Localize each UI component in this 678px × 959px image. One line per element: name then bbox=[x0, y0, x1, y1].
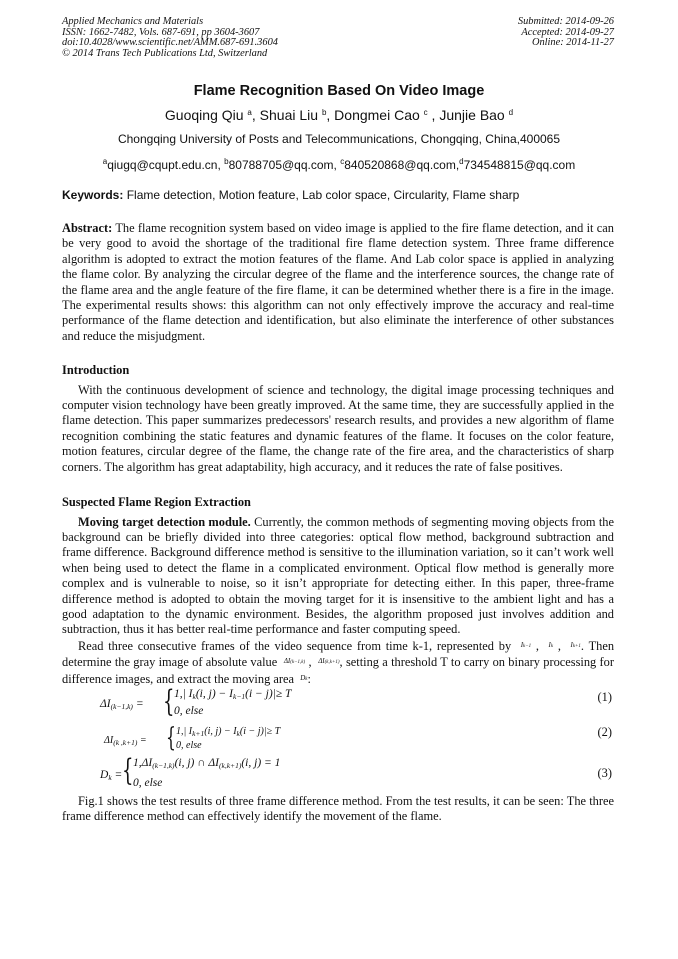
eq-case1-mid: (i, j) ∩ ΔI bbox=[174, 756, 219, 769]
fig-paragraph: Fig.1 shows the test results of three frame difference method. From the test results, it can be seen: The three frame difference method can effectively identify the movement of the flame. bbox=[62, 793, 614, 824]
submitted-date: Submitted: 2014-09-26 bbox=[517, 16, 614, 27]
eq-lhs: D bbox=[100, 768, 109, 781]
keywords-text: Flame detection, Motion feature, Lab color space, Circularity, Flame sharp bbox=[126, 188, 520, 202]
read-paragraph: Read three consecutive frames of the video sequence from time k-1, represented by $^{Ik-1}$ , $^{Ik}$ , $^{Ik+1}$. Then determine the gray image of absolute value $^{\Delta I(k-1,k)}$ , $^{\Delta I(k,k+1)}$, setting a threshold T to carry on binary processing for difference images, and extract the moving area $^{Dk}$: bbox=[62, 638, 615, 686]
module-label: Moving target detection module. bbox=[78, 514, 251, 529]
keywords-label: Keywords: bbox=[62, 188, 124, 202]
eq-case1-sub-a: k bbox=[192, 691, 196, 701]
module-paragraph bbox=[62, 515, 614, 638]
read-text-3: , setting a threshold T to carry on binary processing for difference images, and extract the moving area bbox=[62, 655, 614, 686]
abstract-label: Abstract: bbox=[62, 221, 113, 235]
abstract-text: The flame recognition system based on video image is applied to the fire flame detection, and it can be very good to avoid the shortage of the traditional fire flame detection system. Three frame difference algorithm is adopted to extract the motion features of the flame. And Lab color space is applied in analyzing the flame color. By analyzing the circular degree of the flame and the interference sources, the change rate of the flame area and the angle feature of the fire flame, it can be determined whether there is a fire in the image. The experimental results shows: this algorithm can not only effectively improve the accuracy and real-time performance of the flame detection and identification, but also eliminate the interference of other substances and reduce the misjudgment. bbox=[62, 221, 614, 343]
email-link[interactable]: 734548815@qq.com bbox=[463, 158, 576, 172]
eq-case1: 1,| I bbox=[176, 725, 193, 737]
equation-number: (1) bbox=[597, 689, 612, 704]
eq-case1-mid: (i, j) − I bbox=[195, 687, 233, 700]
equation-number: (2) bbox=[597, 724, 612, 739]
title-block bbox=[40, 82, 638, 173]
keywords bbox=[62, 187, 622, 203]
author-sup: d bbox=[508, 108, 514, 117]
eq-case1-mid: (i, j) − I bbox=[204, 725, 237, 737]
eq-case1: 1,ΔI bbox=[133, 756, 153, 769]
online-date: Online: 2014-11-27 bbox=[531, 37, 614, 49]
eq-case1-end: (i, j) = 1 bbox=[241, 756, 281, 769]
eq-case2: 0, else bbox=[176, 739, 202, 751]
intro-paragraph: With the continuous development of science and technology, the digital image processing techniques and computer vision technology have been greatly improved. At the same time, they are successfully applied in the flame detection. This paper summarizes predecessors' research results, and provides a new algorithm of flame recognition combining the static features and dynamic features of the flame. It focuses on the color feature, motion features, circular degree of the flame, the change rate of the fire area, and the characteristics of sharp corners. The algorithm has great adaptability, high accuracy, and it reduces the rate of false positives. bbox=[62, 382, 614, 474]
eq-case1-sub-a: k+1 bbox=[192, 728, 205, 738]
author-name: Guoqing Qiu bbox=[164, 107, 244, 123]
read-text-2: Then determine the gray image of absolute value bbox=[62, 638, 615, 670]
eq-lhs-sub: k bbox=[108, 772, 112, 782]
eq-case1-sub-a: (k−1,k) bbox=[152, 760, 175, 770]
equation-2: $\Delta I_{(k ,k+1)}$ = { 1,| $I_{k+1}(i$, $j) - I_k(i - j)|\ge T$ 0, else (2) bbox=[104, 722, 612, 753]
module-text: Currently, the common methods of segmenting moving objects from the background can be briefly divided into three categories: optical flow method, background subtraction and frame difference. Background difference method is sensitive to the illumination variation, so it can’t work well when being used to detect the flame in a complicated environment. Optical flow method is generally more complex and is vulnerable to noise, so it isn’t appropriate for detecting either. In this paper, three-frame difference method is adopted to obtain the moving target for it is insensitive to the ambient light and has a good adaptation to the dynamic environment. Besides, the algorithm proposed just involves addition and subtraction, thus it has better real-time performance and faster computing speed. bbox=[62, 514, 614, 637]
abstract-paragraph bbox=[62, 221, 614, 344]
email-sup: d bbox=[459, 157, 464, 166]
eq-lhs-sub: (k ,k+1) bbox=[113, 737, 138, 747]
email-sup: b bbox=[224, 157, 229, 166]
eq-case1-sub-b: k bbox=[236, 728, 240, 738]
eq-case1-end: (i − j)|≥ T bbox=[245, 687, 292, 700]
email-link[interactable]: 840520868@qq.com bbox=[344, 158, 456, 172]
author-name: Junjie Bao bbox=[439, 107, 505, 123]
author-sup: b bbox=[321, 108, 327, 117]
author-list: Guoqing Qiu $^a$, Shuai Liu $^b$, Dongmei Cao $^c$ , Junjie Bao $^d$ bbox=[164, 107, 514, 123]
eq-case2: 0, else bbox=[133, 776, 163, 789]
eq-case1-sub-b: (k,k+1) bbox=[219, 760, 242, 770]
equation-1: $\Delta I_{(k-1,k)}$ = { 1,| $I_k(i$, $j) - I_{k-1}(i - j)|\ge T$ 0, else (1) bbox=[100, 683, 612, 719]
intro-heading: Introduction bbox=[62, 363, 130, 378]
eq-case1-sub-b: k−1 bbox=[232, 691, 246, 701]
paper-body bbox=[62, 221, 614, 825]
author-sup: c bbox=[423, 108, 428, 117]
eq-case1-end: (i − j)|≥ T bbox=[239, 725, 281, 737]
journal-name: Applied Mechanics and Materials bbox=[62, 16, 204, 27]
issn-line: ISSN: 1662-7482, Vols. 687-691, pp 3604-3607 bbox=[62, 26, 260, 38]
equation-number: (3) bbox=[597, 765, 612, 780]
accepted-date: Accepted: 2014-09-27 bbox=[521, 26, 614, 38]
email-sup: c bbox=[340, 157, 345, 166]
eq-lhs: ΔI bbox=[104, 734, 114, 746]
journal-header-left bbox=[62, 17, 278, 59]
paper-title: Flame Recognition Based On Video Image bbox=[193, 83, 485, 99]
eq-lhs-sub: (k−1,k) bbox=[110, 701, 133, 711]
email-link[interactable]: 80788705@qq.com bbox=[228, 158, 334, 172]
author-sup: a bbox=[247, 108, 252, 117]
eq-case1: 1,| I bbox=[174, 687, 193, 700]
journal-header-right bbox=[518, 17, 614, 49]
eq-lhs: ΔI bbox=[100, 697, 111, 710]
read-text-1: Read three consecutive frames of the video sequence from time k-1, represented by bbox=[78, 638, 512, 653]
author-name: Dongmei Cao bbox=[334, 107, 420, 123]
copyright-line: © 2014 Trans Tech Publications Ltd, Switzerland bbox=[62, 47, 268, 59]
email-sup: a bbox=[102, 157, 108, 166]
section2-heading: Suspected Flame Region Extraction bbox=[62, 495, 251, 510]
eq-case2: 0, else bbox=[174, 704, 204, 717]
email-link[interactable]: qiugq@cqupt.edu.cn bbox=[107, 158, 218, 172]
email-list: $^a$qiugq@cqupt.edu.cn, $^b$80788705@qq.com, $^c$840520868@qq.com,$^d$734548815@qq.com bbox=[102, 157, 576, 172]
doi-line: doi:10.4028/www.scientific.net/AMM.687-691.3604 bbox=[62, 37, 278, 49]
equation-3: $D_k$ = { $1,\Delta I_{(k-1,k)}(i$, j) ∩ $\Delta I_{(k,k+1)}(i$, j) = 1 0, else (3) bbox=[62, 756, 614, 794]
affiliation: Chongqing University of Posts and Telecommunications, Chongqing, China,400065 bbox=[117, 132, 561, 146]
author-name: Shuai Liu bbox=[259, 107, 319, 123]
